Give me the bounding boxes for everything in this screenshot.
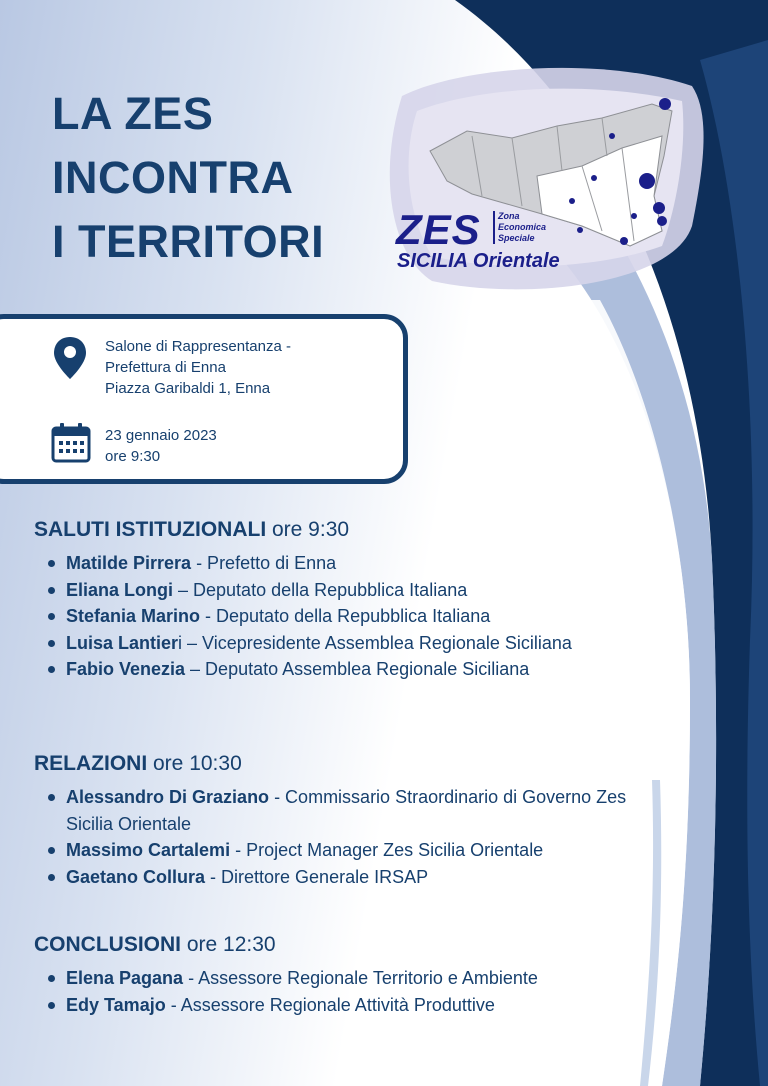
list-item: Stefania Marino - Deputato della Repubblica Italiana (34, 603, 634, 630)
section-title: SALUTI ISTITUZIONALI ore 9:30 (34, 518, 350, 541)
title-line: LA ZES (52, 88, 214, 139)
list-item: Fabio Venezia – Deputato Assemblea Regionale Siciliana (34, 656, 634, 683)
list-item: Eliana Longi – Deputato della Repubblica Italiana (34, 577, 634, 604)
venue-address (105, 336, 291, 399)
event-datetime (105, 425, 217, 467)
event-title (52, 82, 324, 274)
list-item: Edy Tamajo - Assessore Regionale Attività Produttive (34, 992, 634, 1019)
list-item: Gaetano Collura - Direttore Generale IRSAP (34, 864, 634, 891)
logo-subtitle-line: Zona (498, 211, 520, 221)
list-item: Alessandro Di Graziano - Commissario Straordinario di Governo Zes Sicilia Orientale (34, 784, 634, 837)
event-time: ore 9:30 (105, 448, 161, 465)
logo-region: SICILIA Orientale (397, 250, 560, 272)
venue-line: Salone di Rappresentanza - (105, 338, 291, 355)
title-line: INCONTRA (52, 152, 294, 203)
speaker-list (34, 550, 634, 683)
list-item: Massimo Cartalemi - Project Manager Zes Sicilia Orientale (34, 837, 634, 864)
list-item: Luisa Lantieri – Vicepresidente Assemblea Regionale Siciliana (34, 630, 634, 657)
section-title: CONCLUSIONI ore 12:30 (34, 933, 276, 956)
list-item: Matilde Pirrera - Prefetto di Enna (34, 550, 634, 577)
speaker-list (34, 965, 634, 1018)
logo-subtitle-line: Economica (498, 222, 547, 232)
section-conclusioni (34, 931, 634, 1018)
section-title: RELAZIONI ore 10:30 (34, 752, 242, 775)
event-date: 23 gennaio 2023 (105, 427, 217, 444)
calendar-icon (50, 422, 92, 464)
logo-subtitle (493, 211, 546, 244)
logo-zes-text: ZES (396, 206, 481, 253)
venue-line: Piazza Garibaldi 1, Enna (105, 380, 271, 397)
title-line: I TERRITORI (52, 216, 325, 267)
logo-subtitle-line: Speciale (498, 233, 535, 243)
section-saluti (34, 516, 634, 683)
speaker-list (34, 784, 634, 890)
location-pin-icon (52, 336, 88, 380)
section-relazioni (34, 750, 634, 890)
venue-line: Prefettura di Enna (105, 359, 226, 376)
list-item: Elena Pagana - Assessore Regionale Territorio e Ambiente (34, 965, 634, 992)
